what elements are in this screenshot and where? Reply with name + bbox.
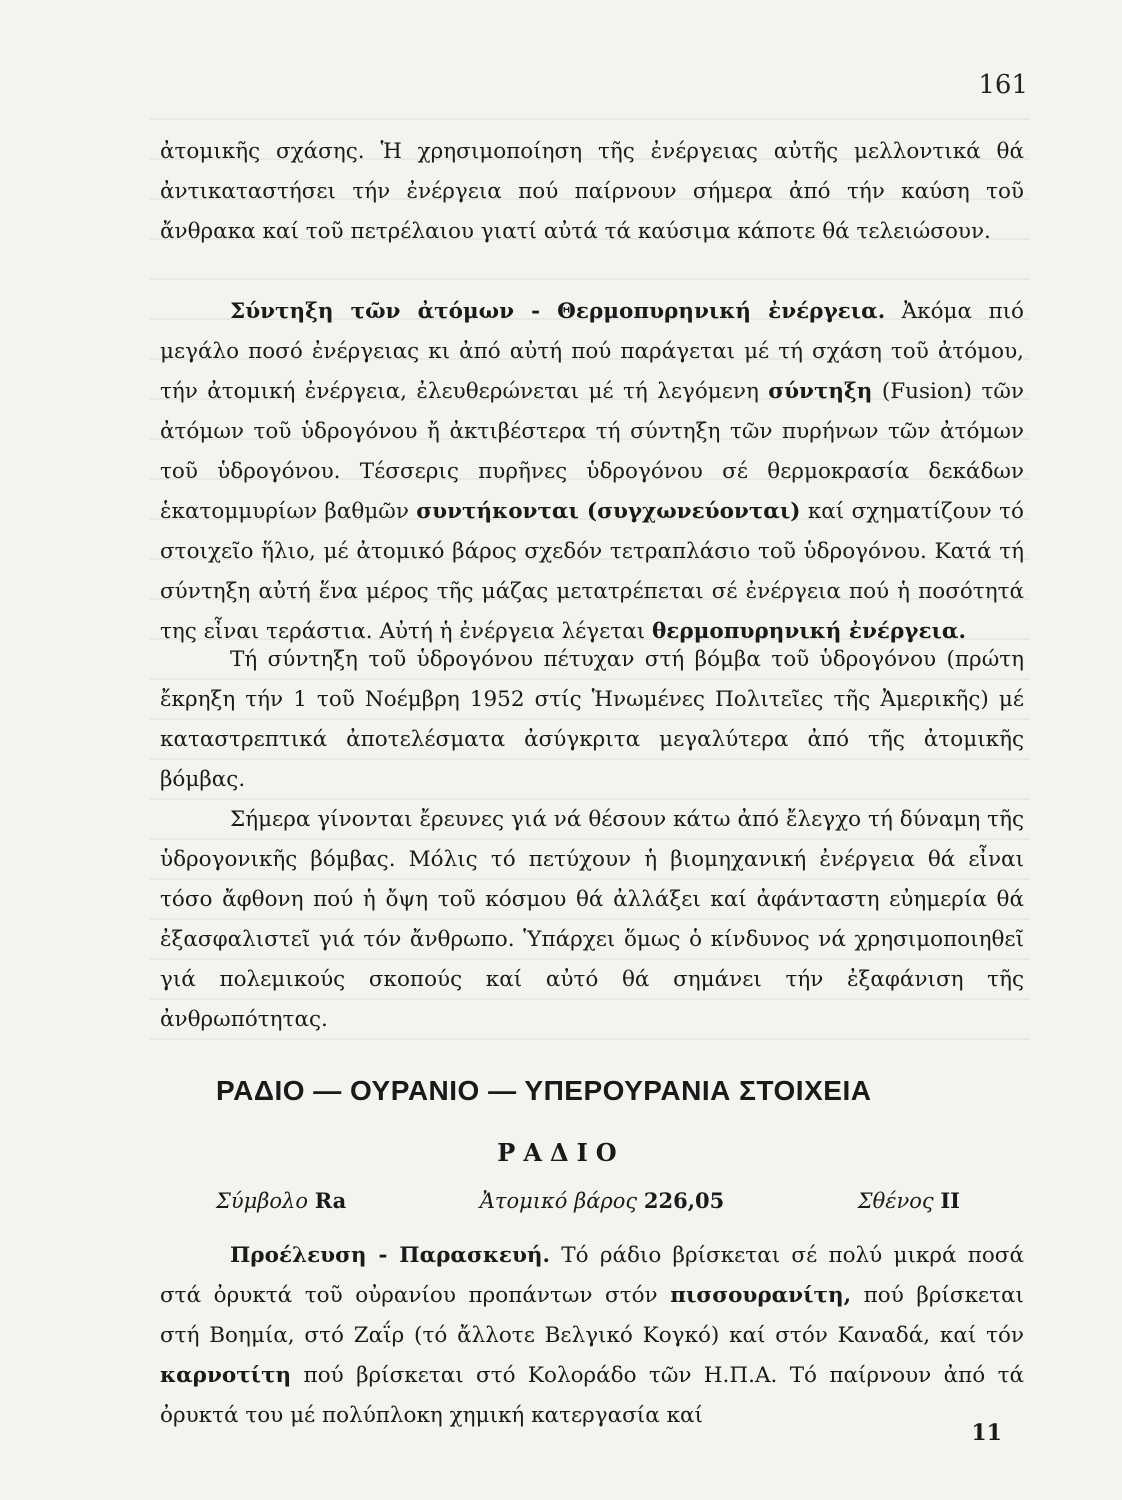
paragraph-fission-energy: ἀτομικῆς σχάσης. Ἡ χρησιμοποίηση τῆς ἐνέργειας αὐτῆς μελλοντικά θά ἀντικαταστήσει τήν ἐνέργεια πού παίρνουν σήμερα ἀπό τήν καύση τοῦ ἄνθρακα καί τοῦ πετρέλαιου γιατί αὐτά τά καύσιμα κάποτε θά τελειώσουν.	[160, 139, 1024, 244]
term-thermonuclear: θερμοπυρηνική ἐνέργεια.	[651, 619, 966, 644]
paragraph-hydrogen-bomb: Τή σύντηξη τοῦ ὑδρογόνου πέτυχαν στή βόμβα τοῦ ὑδρογόνου (πρώτη ἔκρηξη τήν 1 τοῦ Νοέμβρη 1952 στίς Ἡνωμένες Πολιτεῖες τῆς Ἀμερικῆς) μέ καταστρεπτικά ἀποτελέσματα ἀσύγκριτα μεγαλύτερα ἀπό τῆς ἀτομικῆς βόμβας.	[160, 647, 1024, 792]
valence-value: II	[940, 1188, 960, 1213]
fusion-heading: Σύντηξη τῶν ἀτόμων - Θερμοπυρηνική ἐνέργεια.	[230, 299, 886, 324]
valence-property: Σθένος II	[857, 1188, 960, 1213]
paragraph-origin: Προέλευση - Παρασκευή. Τό ράδιο βρίσκεται σέ πολύ μικρά ποσά στά ὀρυκτά τοῦ οὐρανίου προπάντων στόν πισσουρανίτη, πού βρίσκεται στή Βοημία, στό Ζαΐρ (τό ἄλλοτε Βελγικό Κογκό) καί στόν Καναδά, καί τόν καρνοτίτη πού βρίσκεται στό Κολοράδο τῶν Η.Π.Α. Τό παίρνουν ἀπό τά ὀρυκτά του μέ πολύπλοκη χημική κατεργασία καί	[160, 1243, 1024, 1428]
signature-number: 11	[971, 1420, 1002, 1446]
page-number: 161	[978, 70, 1028, 100]
term-fuse: συντήκονται (συγχωνεύονται)	[416, 499, 801, 524]
symbol-value: Ra	[314, 1188, 347, 1213]
symbol-property: Σύμβολο Ra	[216, 1188, 347, 1213]
term-pitchblende: πισσουρανίτη,	[670, 1283, 852, 1308]
section-heading: ΡΑΔΙΟ — ΟΥΡΑΝΙΟ — ΥΠΕΡΟΥΡΑΝΙΑ ΣΤΟΙΧΕΙΑ	[216, 1075, 872, 1106]
term-fusion: σύντηξη	[768, 379, 873, 404]
weight-value: 226,05	[643, 1188, 725, 1213]
element-subheading: ΡΑΔΙΟ	[497, 1138, 625, 1167]
term-carnotite: καρνοτίτη	[160, 1363, 292, 1388]
origin-heading: Προέλευση - Παρασκευή.	[230, 1243, 551, 1268]
paragraph-fusion: Σύντηξη τῶν ἀτόμων - Θερμοπυρηνική ἐνέργεια. Ἀκόμα πιό μεγάλο ποσό ἐνέργειας κι ἀπό αὐτή πού παράγεται μέ τή σχάση τοῦ ἀτόμου, τήν ἀτομική ἐνέργεια, ἐλευθερώνεται μέ τή λεγόμενη σύντηξη (Fusion) τῶν ἀτόμων τοῦ ὑδρογόνου ἤ ἀκτιβέστερα τή σύντηξη τῶν πυρήνων τῶν ἀτόμων τοῦ ὑδρογόνου. Τέσσερις πυρῆνες ὑδρογόνου σέ θερμοκρασία δεκάδων ἑκατομμυρίων βαθμῶν συντήκονται (συγχωνεύονται) καί σχηματίζουν τό στοιχεῖο ἥλιο, μέ ἀτομικό βάρος σχεδόν τετραπλάσιο τοῦ ὑδρογόνου. Κατά τή σύντηξη αὐτή ἕνα μέρος τῆς μάζας μετατρέπεται σέ ἐνέργεια πού ἡ ποσότητά της εἶναι τεράστια. Αὐτή ἡ ἐνέργεια λέγεται θερμοπυρηνική ἐνέργεια.	[160, 299, 1025, 644]
weight-property: Ἀτομικό βάρος 226,05	[479, 1188, 725, 1213]
element-properties	[216, 1188, 960, 1213]
paragraph-research: Σήμερα γίνονται ἔρευνες γιά νά θέσουν κάτω ἀπό ἔλεγχο τή δύναμη τῆς ὑδρογονικῆς βόμβας. Μόλις τό πετύχουν ἡ βιομηχανική ἐνέργεια θά εἶναι τόσο ἄφθονη πού ἡ ὄψη τοῦ κόσμου θά ἀλλάξει καί ἀφάνταστη εὐημερία θά ἐξασφαλιστεῖ γιά τόν ἄνθρωπο. Ὑπάρχει ὅμως ὁ κίνδυνος νά χρησιμοποιηθεῖ γιά πολεμικούς σκοπούς καί αὐτό θά σημάνει τήν ἐξαφάνιση τῆς ἀνθρωπότητας.	[160, 807, 1024, 1032]
